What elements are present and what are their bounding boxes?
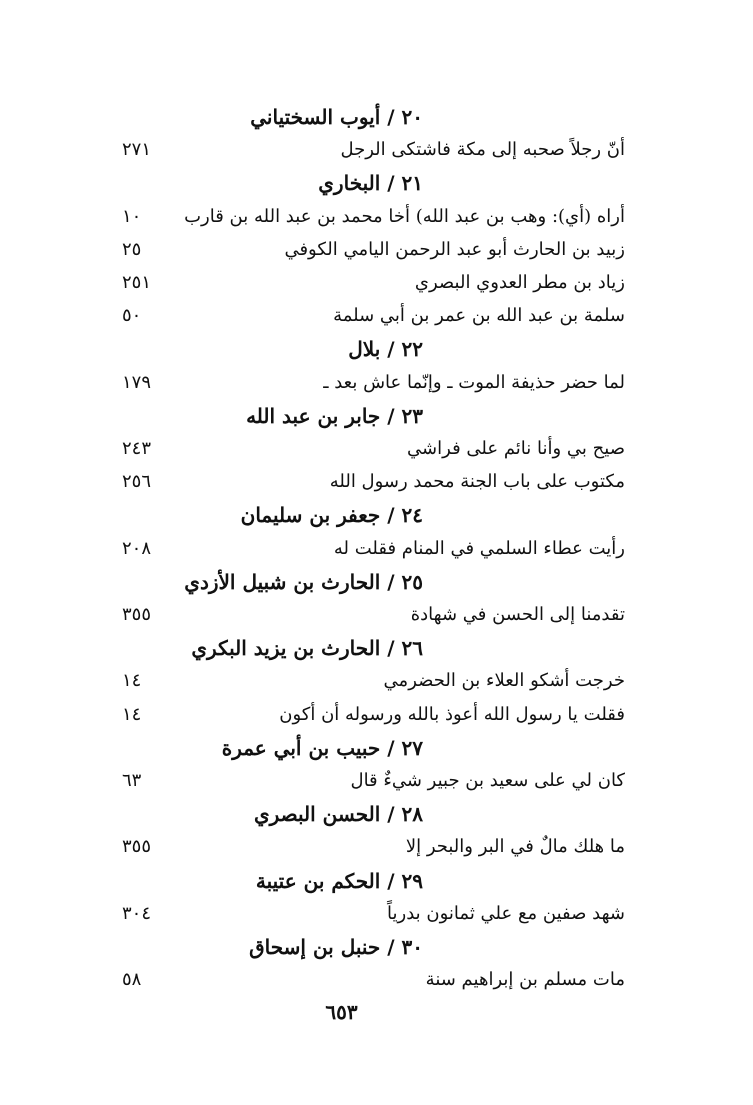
section-heading-row <box>0 100 753 134</box>
section-heading-row <box>0 731 753 765</box>
entry-text: سلمة بن عبد الله بن عمر بن أبي سلمة <box>333 305 625 327</box>
index-entry <box>0 432 753 466</box>
entry-page-number: ١٤ <box>122 703 142 725</box>
entry-text: كان لي على سعيد بن جبير شيءٌ قال <box>350 770 625 791</box>
entry-text: رأيت عطاء السلمي في المنام فقلت له <box>333 537 625 559</box>
entry-text: أنّ رجلاً صحبه إلى مكة فاشتكى الرجل <box>340 139 625 161</box>
entry-text: زبيد بن الحارث أبو عبد الرحمن اليامي الكوفي <box>284 238 625 260</box>
index-entry <box>0 963 753 997</box>
section-heading: ٢٦ / الحارث بن يزيد البكري <box>191 636 423 661</box>
index-entry <box>0 698 753 732</box>
index-entry <box>0 133 753 167</box>
section-heading: ٢٣ / جابر بن عبد الله <box>246 403 423 428</box>
section-heading: ٢٠ / أيوب السختياني <box>250 105 423 129</box>
index-entry <box>0 897 753 931</box>
index-entry <box>0 830 753 864</box>
section-heading: ٢٤ / جعفر بن سليمان <box>240 503 423 528</box>
section-heading: ٢٩ / الحكم بن عتيبة <box>255 868 423 893</box>
entry-page-number: ١٠ <box>122 205 142 227</box>
entry-page-number: ٣٥٥ <box>122 836 152 858</box>
section-heading: ٢٨ / الحسن البصري <box>253 802 423 827</box>
section-heading-row <box>0 399 753 433</box>
entry-page-number: ٢٧١ <box>122 139 152 161</box>
entry-text: فقلت يا رسول الله أعوذ بالله ورسوله أن أكون <box>279 703 625 725</box>
section-heading: ٢١ / البخاري <box>318 171 423 196</box>
section-heading: ٢٧ / حبيب بن أبي عمرة <box>221 735 423 760</box>
index-entry <box>0 532 753 566</box>
entry-page-number: ٢٠٨ <box>122 537 152 559</box>
index-entry <box>0 664 753 698</box>
page-number: ٦٥٣ <box>325 1000 358 1024</box>
section-heading-row <box>0 631 753 665</box>
entry-text: خرجت أشكو العلاء بن الحضرمي <box>383 670 625 692</box>
section-heading: ٢٥ / الحارث بن شبيل الأزدي <box>184 569 423 594</box>
entry-text: شهد صفين مع علي ثمانون بدرياً <box>387 902 625 924</box>
entry-page-number: ٣٥٥ <box>122 604 152 625</box>
section-heading: ٣٠ / حنبل بن إسحاق <box>249 935 423 959</box>
entry-page-number: ٥٠ <box>122 305 142 327</box>
entry-page-number: ٣٠٤ <box>122 902 152 924</box>
index-entry <box>0 598 753 632</box>
entry-page-number: ٦٣ <box>122 770 142 791</box>
section-heading-row <box>0 864 753 898</box>
entry-text: زياد بن مطر العدوي البصري <box>414 272 625 293</box>
index-entry <box>0 200 753 234</box>
entry-page-number: ٢٥١ <box>122 272 152 293</box>
index-entry <box>0 266 753 300</box>
index-entry <box>0 764 753 798</box>
entry-page-number: ٢٥ <box>122 238 142 260</box>
entry-page-number: ١٤ <box>122 670 142 692</box>
entry-page-number: ٥٨ <box>122 969 142 991</box>
entry-text: أراه (أي): وهب بن عبد الله) أخا محمد بن عبد الله بن قارب <box>184 205 625 227</box>
entry-text: لما حضر حذيفة الموت ـ وإنّما عاش بعد ـ <box>323 371 625 393</box>
entry-page-number: ٢٥٦ <box>122 471 152 493</box>
index-entry <box>0 299 753 333</box>
entry-text: تقدمنا إلى الحسن في شهادة <box>410 604 625 625</box>
section-heading-row <box>0 930 753 964</box>
section-heading-row <box>0 166 753 200</box>
entry-page-number: ٢٤٣ <box>122 438 152 459</box>
section-heading-row <box>0 498 753 532</box>
index-entry <box>0 465 753 499</box>
entry-text: مكتوب على باب الجنة محمد رسول الله <box>329 471 625 493</box>
index-entry <box>0 233 753 267</box>
index-entry <box>0 366 753 400</box>
entry-text: ما هلك مالٌ في البر والبحر إلا <box>405 836 625 858</box>
section-heading: ٢٢ / بلال <box>348 337 423 362</box>
entry-text: مات مسلم بن إبراهيم سنة <box>425 969 625 991</box>
section-heading-row <box>0 332 753 366</box>
entry-page-number: ١٧٩ <box>122 371 152 393</box>
section-heading-row <box>0 565 753 599</box>
entry-text: صيح بي وأنا نائم على فراشي <box>407 438 625 459</box>
section-heading-row <box>0 797 753 831</box>
